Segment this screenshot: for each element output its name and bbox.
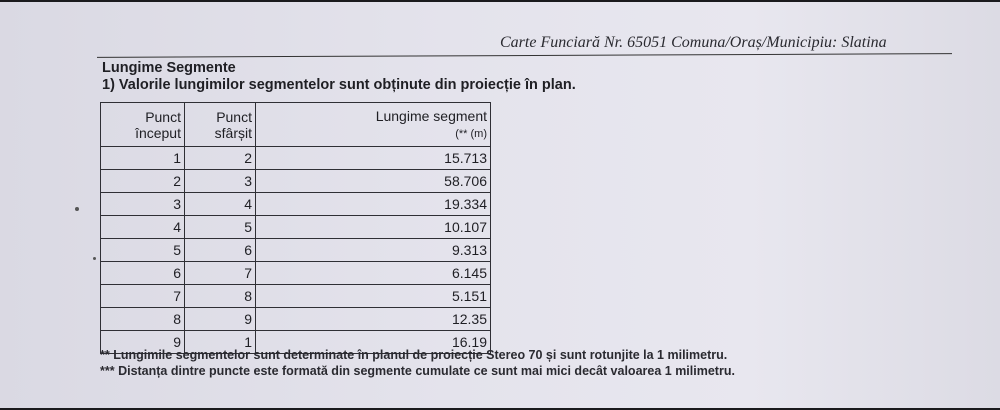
- document-page: [0, 2, 1000, 408]
- table-row: [101, 170, 491, 193]
- end-point-cell: 6: [185, 239, 256, 262]
- segment-length-cell: 19.334: [256, 193, 491, 216]
- start-header-line2: început: [135, 124, 181, 141]
- segment-length-cell: 5.151: [256, 285, 491, 308]
- table-row: [101, 262, 491, 285]
- start-point-cell: 8: [101, 308, 185, 331]
- segment-length-cell: 58.706: [256, 170, 491, 193]
- segment-length-cell: 9.313: [256, 239, 491, 262]
- header-rule: [97, 53, 952, 58]
- start-header-line1: Punct: [145, 108, 181, 125]
- end-point-cell: 8: [185, 285, 256, 308]
- segment-length-cell: 6.145: [256, 262, 491, 285]
- footnote-precision: ** Lungimile segmentelor sunt determinate în planul de proiecție Stereo 70 și sunt rotunjite la 1 milimetru.: [100, 348, 728, 362]
- section-subtitle: 1) Valorile lungimilor segmentelor sunt obținute din proiecție în plan.: [102, 77, 576, 93]
- end-point-cell: 1: [185, 331, 256, 354]
- start-point-cell: 6: [101, 262, 185, 285]
- table-row: [101, 285, 491, 308]
- table-row: [101, 239, 491, 262]
- table-header-row: [101, 103, 491, 147]
- start-point-cell: 7: [101, 285, 185, 308]
- table-row: [101, 308, 491, 331]
- segment-length-cell: 16.19: [256, 331, 491, 354]
- end-point-header: [185, 103, 256, 147]
- paper-speck: [93, 257, 96, 260]
- end-point-cell: 2: [185, 147, 256, 170]
- start-point-cell: 4: [101, 216, 185, 239]
- start-point-cell: 5: [101, 239, 185, 262]
- length-header: [256, 103, 491, 147]
- segment-length-cell: 12.35: [256, 308, 491, 331]
- segment-length-cell: 10.107: [256, 216, 491, 239]
- start-point-cell: 2: [101, 170, 185, 193]
- paper-speck: [75, 207, 79, 211]
- end-header-line2: sfârșit: [214, 124, 252, 141]
- length-unit: (** (m): [455, 127, 487, 140]
- segment-length-cell: 15.713: [256, 147, 491, 170]
- segment-length-table: [100, 102, 491, 354]
- end-point-cell: 3: [185, 170, 256, 193]
- table-row: [101, 193, 491, 216]
- section-title: Lungime Segmente: [102, 60, 236, 76]
- footnote-cumulative: *** Distanța dintre puncte este formată din segmente cumulate ce sunt mai mici decât valoarea 1 milimetru.: [100, 364, 735, 378]
- table-row: [101, 216, 491, 239]
- end-point-cell: 9: [185, 308, 256, 331]
- start-point-cell: 9: [101, 331, 185, 354]
- start-point-header: [101, 103, 185, 147]
- start-point-cell: 1: [101, 147, 185, 170]
- end-point-cell: 7: [185, 262, 256, 285]
- start-point-cell: 3: [101, 193, 185, 216]
- end-header-line1: Punct: [216, 108, 252, 125]
- length-header-line1: Lungime segment: [375, 107, 487, 124]
- end-point-cell: 5: [185, 216, 256, 239]
- table-row: [101, 147, 491, 170]
- end-point-cell: 4: [185, 193, 256, 216]
- registry-header: Carte Funciară Nr. 65051 Comuna/Oraș/Municipiu: Slatina: [500, 34, 887, 51]
